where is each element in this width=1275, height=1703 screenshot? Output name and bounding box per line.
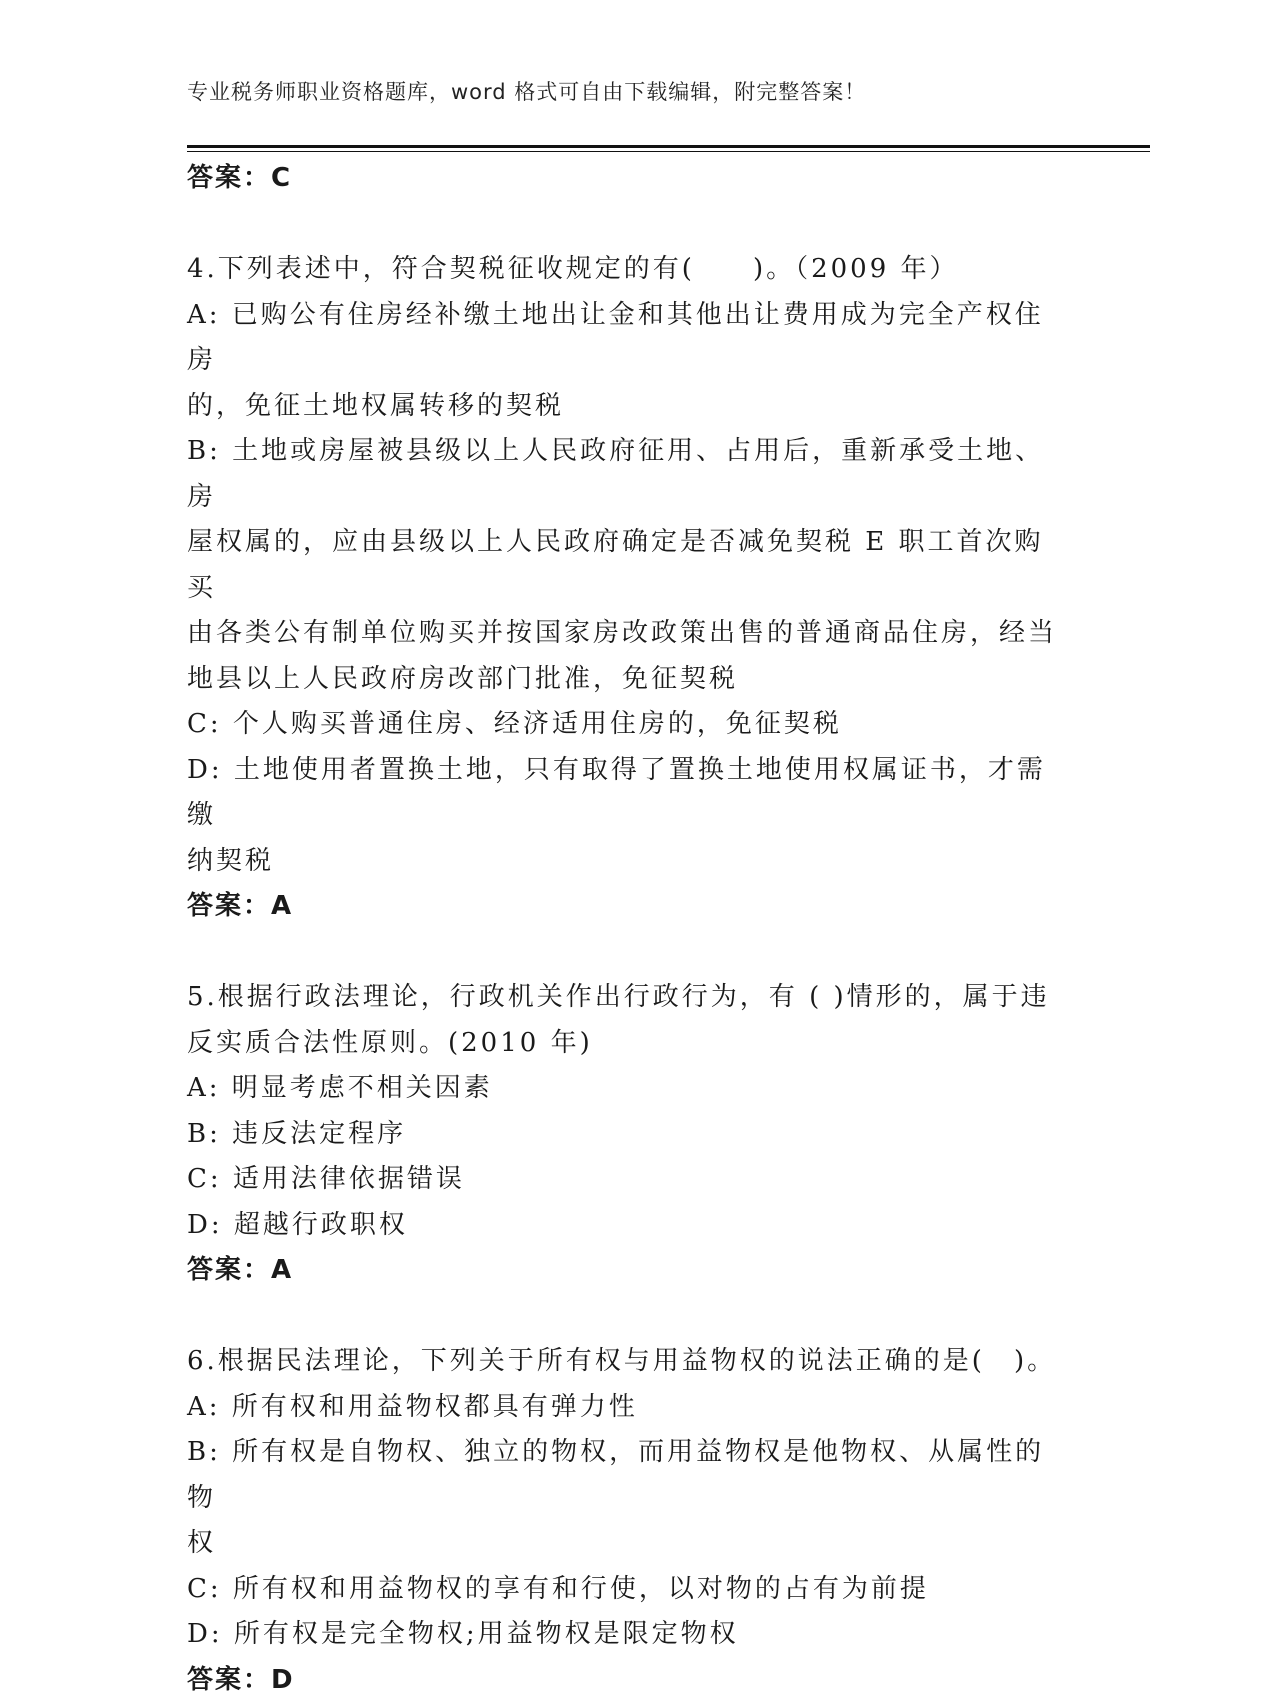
question-5-option-b: B: 违反法定程序 — [187, 1112, 1067, 1158]
question-4-option-d: D: 土地使用者置换土地，只有取得了置换土地使用权属证书，才需缴 — [187, 748, 1067, 839]
question-5 — [187, 975, 1067, 1294]
question-6-option-b: B: 所有权是自物权、独立的物权，而用益物权是他物权、从属性的物 — [187, 1430, 1067, 1521]
answer-q4: 答案：A — [187, 884, 1067, 930]
question-6-option-c: C: 所有权和用益物权的享有和行使，以对物的占有为前提 — [187, 1567, 1067, 1613]
question-4-option-a-cont: 的，免征土地权属转移的契税 — [187, 384, 1067, 430]
page-header: 专业税务师职业资格题库，word 格式可自由下载编辑，附完整答案！ — [187, 76, 866, 106]
question-4-option-b: B: 土地或房屋被县级以上人民政府征用、占用后，重新承受土地、房 — [187, 429, 1067, 520]
question-6-stem: 6.根据民法理论，下列关于所有权与用益物权的说法正确的是( )。 — [187, 1339, 1067, 1385]
question-4-option-d-cont: 纳契税 — [187, 839, 1067, 885]
question-4-option-b-cont: 地县以上人民政府房改部门批准，免征契税 — [187, 657, 1067, 703]
question-5-option-d: D: 超越行政职权 — [187, 1203, 1067, 1249]
answer-q3: 答案：C — [187, 156, 1067, 202]
answer-q6: 答案：D — [187, 1658, 1067, 1703]
header-rule-thick — [187, 145, 1150, 148]
spacer — [187, 202, 1067, 248]
question-5-option-c: C: 适用法律依据错误 — [187, 1157, 1067, 1203]
spacer — [187, 1294, 1067, 1340]
answer-q5: 答案：A — [187, 1248, 1067, 1294]
question-5-stem-cont: 反实质合法性原则。(2010 年) — [187, 1021, 1067, 1067]
question-4-option-c: C: 个人购买普通住房、经济适用住房的，免征契税 — [187, 702, 1067, 748]
spacer — [187, 930, 1067, 976]
question-4-option-b-cont: 由各类公有制单位购买并按国家房改政策出售的普通商品住房，经当 — [187, 611, 1067, 657]
question-6-option-a: A: 所有权和用益物权都具有弹力性 — [187, 1385, 1067, 1431]
question-4-option-a: A: 已购公有住房经补缴土地出让金和其他出让费用成为完全产权住房 — [187, 293, 1067, 384]
question-6 — [187, 1339, 1067, 1703]
question-4 — [187, 247, 1067, 930]
question-6-option-d: D: 所有权是完全物权;用益物权是限定物权 — [187, 1612, 1067, 1658]
question-content — [187, 156, 1067, 1703]
question-5-option-a: A: 明显考虑不相关因素 — [187, 1066, 1067, 1112]
question-6-option-b-cont: 权 — [187, 1521, 1067, 1567]
question-4-stem: 4.下列表述中，符合契税征收规定的有( )。（2009 年） — [187, 247, 1067, 293]
header-rule-thin — [187, 151, 1150, 152]
question-4-option-b-cont: 屋权属的，应由县级以上人民政府确定是否减免契税 E 职工首次购买 — [187, 520, 1067, 611]
question-5-stem: 5.根据行政法理论，行政机关作出行政行为，有 ( )情形的，属于违 — [187, 975, 1067, 1021]
